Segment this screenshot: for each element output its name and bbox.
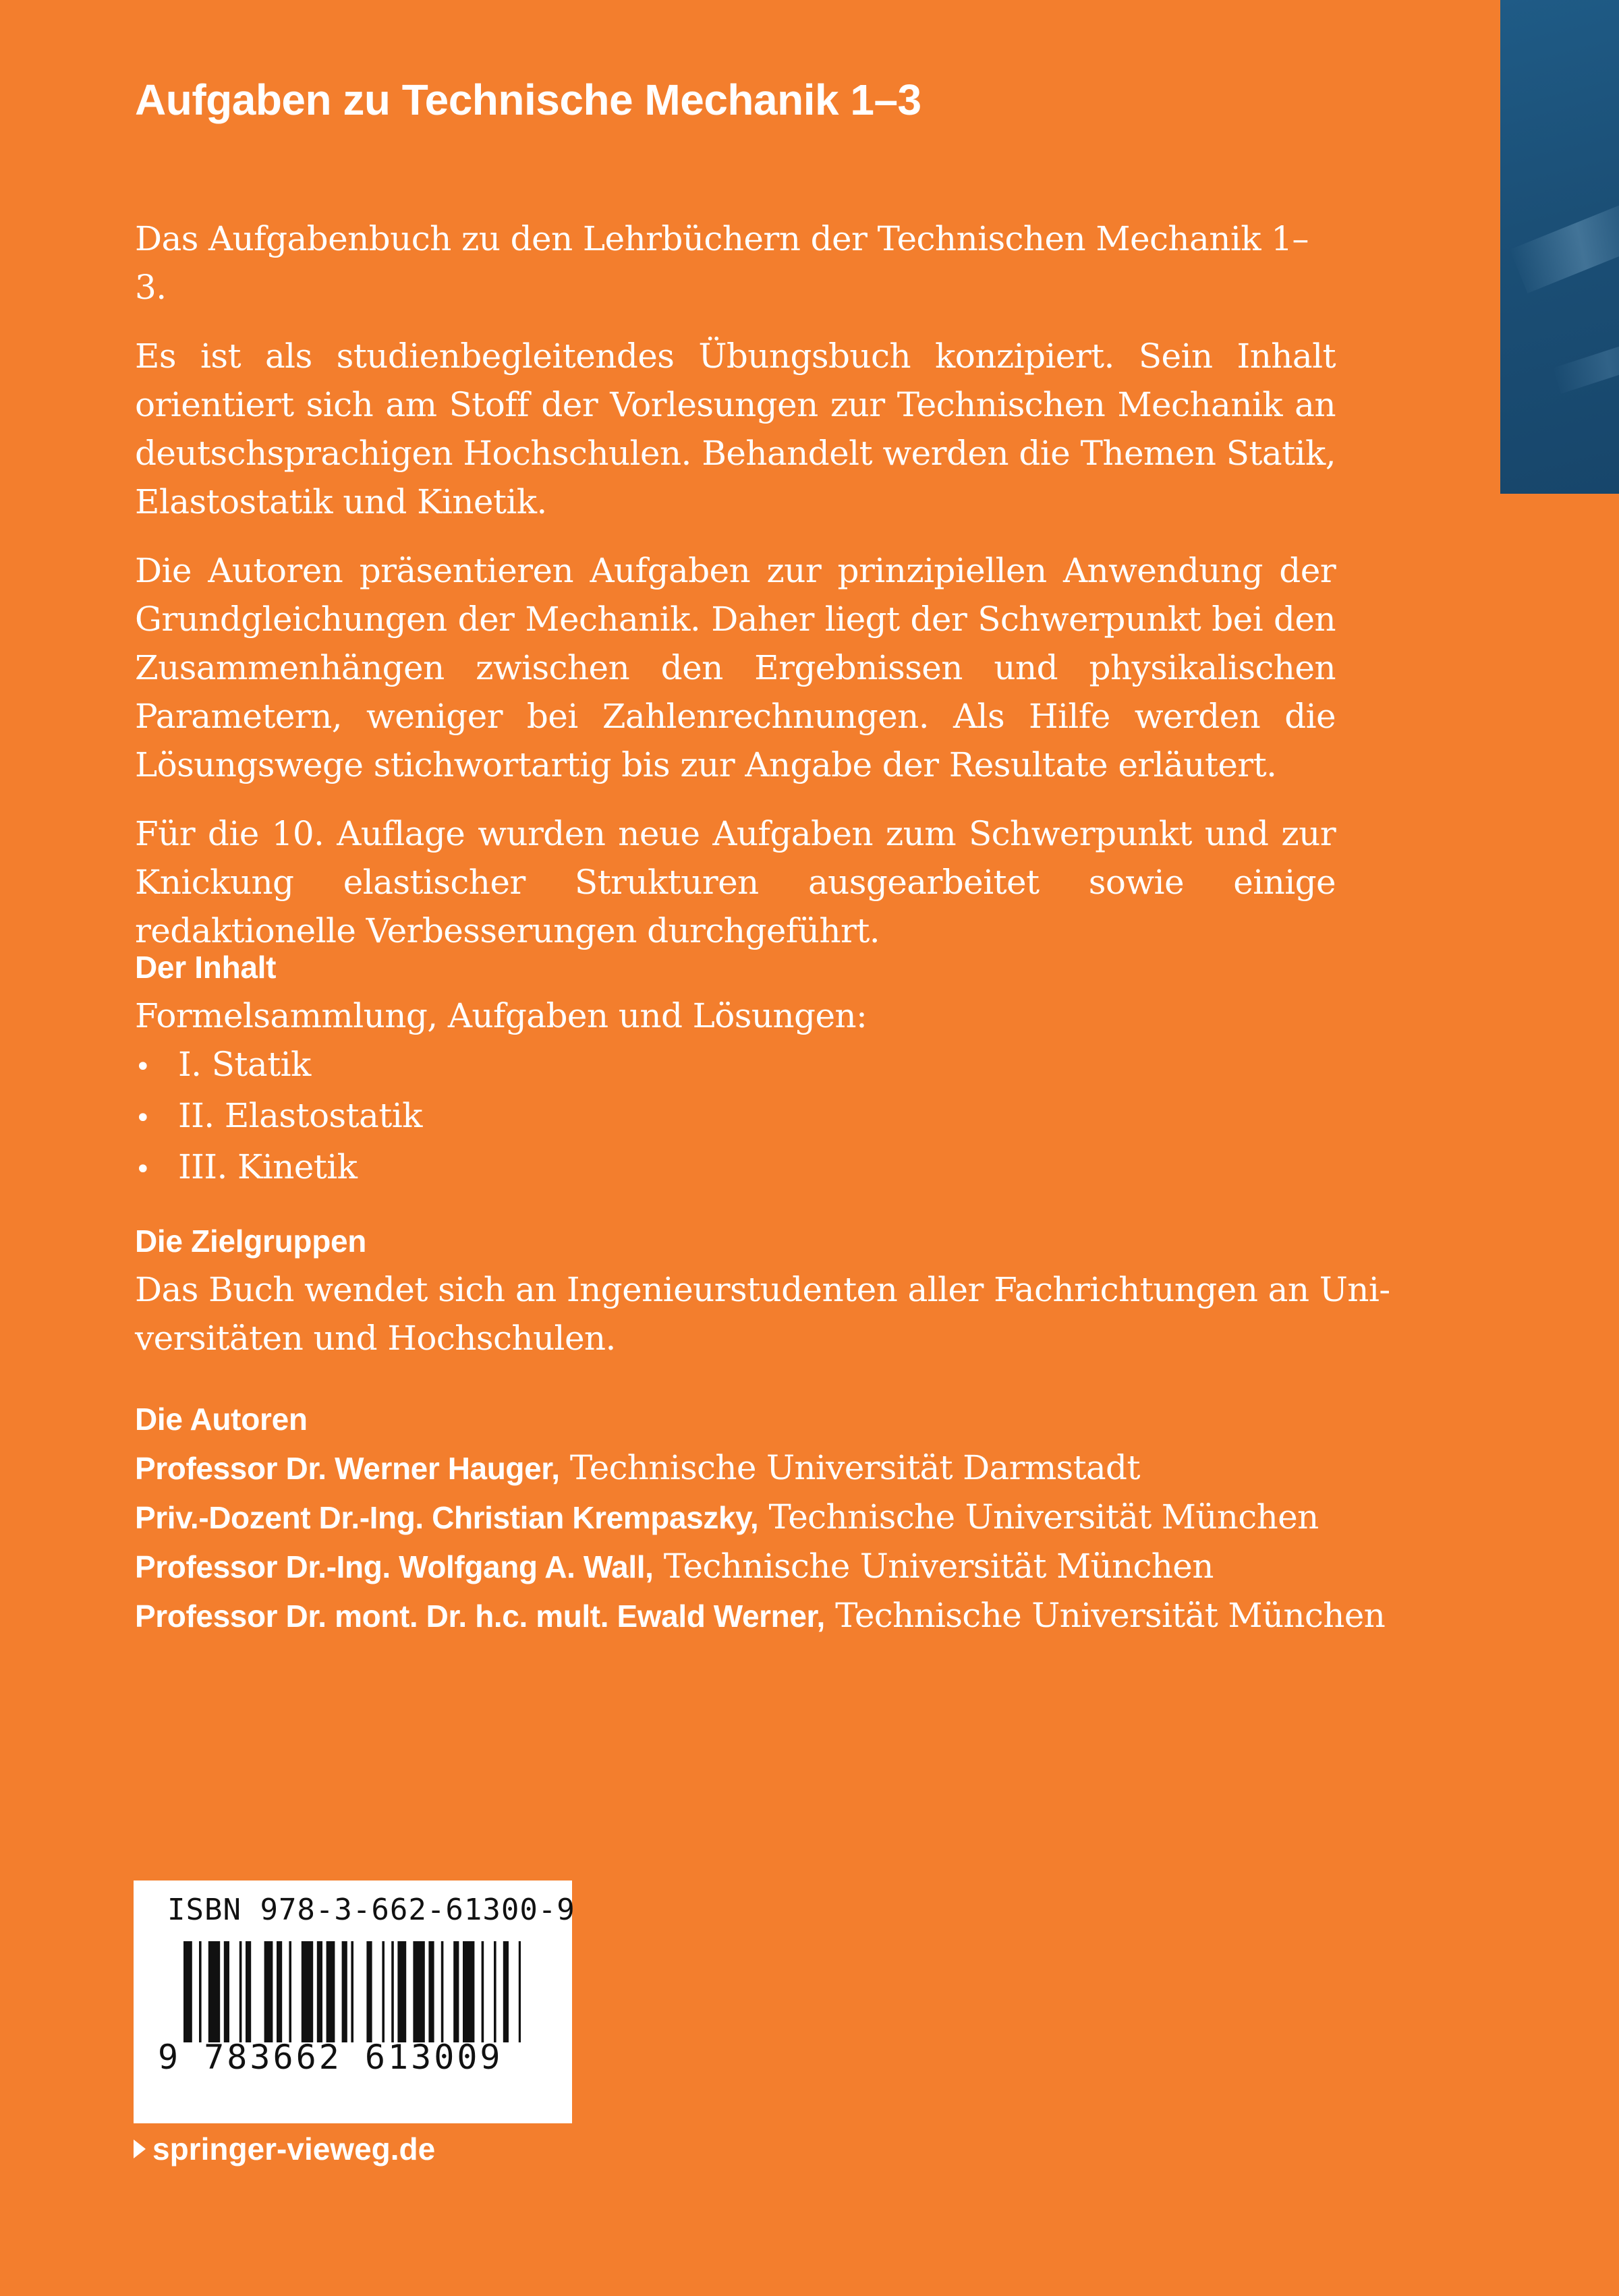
barcode-bar [302, 1941, 313, 2042]
barcode-bar [382, 1941, 385, 2042]
description-paragraph: Die Autoren präsentieren Aufgaben zur prinzipiellen Anwendung der Grundgleichungen der Mechanik. Daher liegt der Schwerpunkt bei den Zusammenhängen zwischen den Ergebnissen und physikalischen Parametern, weniger bei Zahlenrechnungen. Als Hilfe werden die Lösungswege stichwortartig bis zur Angabe der Resultate erläutert. [135, 551, 1336, 784]
author-name: Priv.-Dozent Dr.-Ing. Christian Krempaszky, [135, 1500, 759, 1535]
barcode-bar [428, 1941, 434, 2042]
barcode-bar [239, 1941, 242, 2042]
contents-heading: Der Inhalt [135, 950, 277, 985]
decorative-streak [1553, 335, 1619, 393]
book-title: Aufgaben zu Technische Mechanik 1–3 [135, 76, 921, 124]
author-name: Professor Dr. mont. Dr. h.c. mult. Ewald Werner, [135, 1599, 825, 1634]
barcode-bar [326, 1941, 335, 2042]
audience-line: Das Buch wendet sich an Ingenieurstudenten aller Fachrichtungen an Uni- [135, 1270, 1390, 1309]
barcode-bar [503, 1941, 509, 2042]
arrow-right-icon [134, 2140, 146, 2158]
barcode-bar [342, 1941, 347, 2042]
list-item-label: I. Statik [178, 1045, 311, 1084]
publisher-url: springer-vieweg.de [152, 2131, 436, 2166]
barcode-bar [183, 1941, 192, 2042]
audience-section [135, 1217, 1390, 1362]
barcode-bar [199, 1941, 202, 2042]
barcode-bar [413, 1941, 424, 2042]
barcode-bar [264, 1941, 273, 2042]
list-item-label: II. Elastostatik [178, 1096, 422, 1135]
barcode-bar [208, 1941, 220, 2042]
description-paragraph: Das Aufgabenbuch zu den Lehrbüchern der Technischen Mechanik 1–3. [135, 219, 1309, 307]
barcode-bar [391, 1941, 394, 2042]
authors-section [135, 1395, 1386, 1640]
author-affiliation: Technische Universität München [758, 1497, 1319, 1537]
audience-line: versitäten und Hochschulen. [135, 1319, 616, 1358]
barcode-bar [317, 1941, 322, 2042]
author-affiliation: Technische Universität München [653, 1547, 1214, 1586]
description-paragraph: Für die 10. Auflage wurden neue Aufgaben zum Schwerpunkt und zur Knickung elastischer Strukturen ausgearbeitet sowie einige redaktionelle Verbesserungen durchgeführt. [135, 814, 1336, 950]
author-entry [135, 1591, 1386, 1640]
audience-heading: Die Zielgruppen [135, 1224, 367, 1259]
barcode-bar [463, 1941, 474, 2042]
barcode-bar [366, 1941, 372, 2042]
author-name: Professor Dr. Werner Hauger, [135, 1451, 560, 1486]
cover-image-corner [1500, 0, 1619, 494]
barcode-bar [441, 1941, 444, 2042]
description [135, 214, 1336, 975]
author-affiliation: Technische Universität München [824, 1596, 1386, 1635]
author-entry [135, 1443, 1336, 1493]
list-item [135, 1143, 1336, 1194]
isbn-barcode [134, 1881, 575, 2123]
isbn-label: ISBN 978-3-662-61300-9 [167, 1893, 575, 1927]
barcode-bar [453, 1941, 459, 2042]
list-item [135, 1040, 1336, 1091]
barcode-bar [351, 1941, 353, 2042]
barcode-bar [224, 1941, 229, 2042]
description-paragraph: Es ist als studienbegleitendes Übungsbuch konzipiert. Sein Inhalt orientiert sich am Stoff der Vorlesungen zur Technischen Mechanik an deutschsprachigen Hochschulen. Behandelt werden die Themen Statik, Elastostatik und Kinetik. [135, 337, 1336, 521]
bullet-icon: • [135, 1103, 150, 1134]
barcode-digits: 9 783662 613009 [158, 2038, 503, 2077]
barcode-bar [277, 1941, 282, 2042]
list-item [135, 1091, 1336, 1143]
bullet-icon: • [135, 1154, 150, 1185]
barcode-bar [397, 1941, 406, 2042]
barcode-bar [519, 1941, 521, 2042]
barcode-bar [482, 1941, 484, 2042]
publisher-link[interactable] [134, 2127, 435, 2171]
author-entry [135, 1542, 1336, 1591]
bullet-icon: • [135, 1052, 150, 1083]
contents-section [135, 943, 1336, 1194]
barcode-bars [183, 1941, 521, 2042]
contents-intro: Formelsammlung, Aufgaben und Lösungen: [135, 996, 868, 1035]
barcode-bar [289, 1941, 291, 2042]
author-affiliation: Technische Universität Darmstadt [559, 1448, 1140, 1487]
decorative-streak [1510, 199, 1619, 293]
author-entry [135, 1493, 1336, 1542]
authors-heading: Die Autoren [135, 1402, 308, 1437]
author-name: Professor Dr.-Ing. Wolfgang A. Wall, [135, 1549, 654, 1584]
list-item-label: III. Kinetik [178, 1147, 358, 1186]
barcode-bar [494, 1941, 496, 2042]
barcode-bar [246, 1941, 251, 2042]
